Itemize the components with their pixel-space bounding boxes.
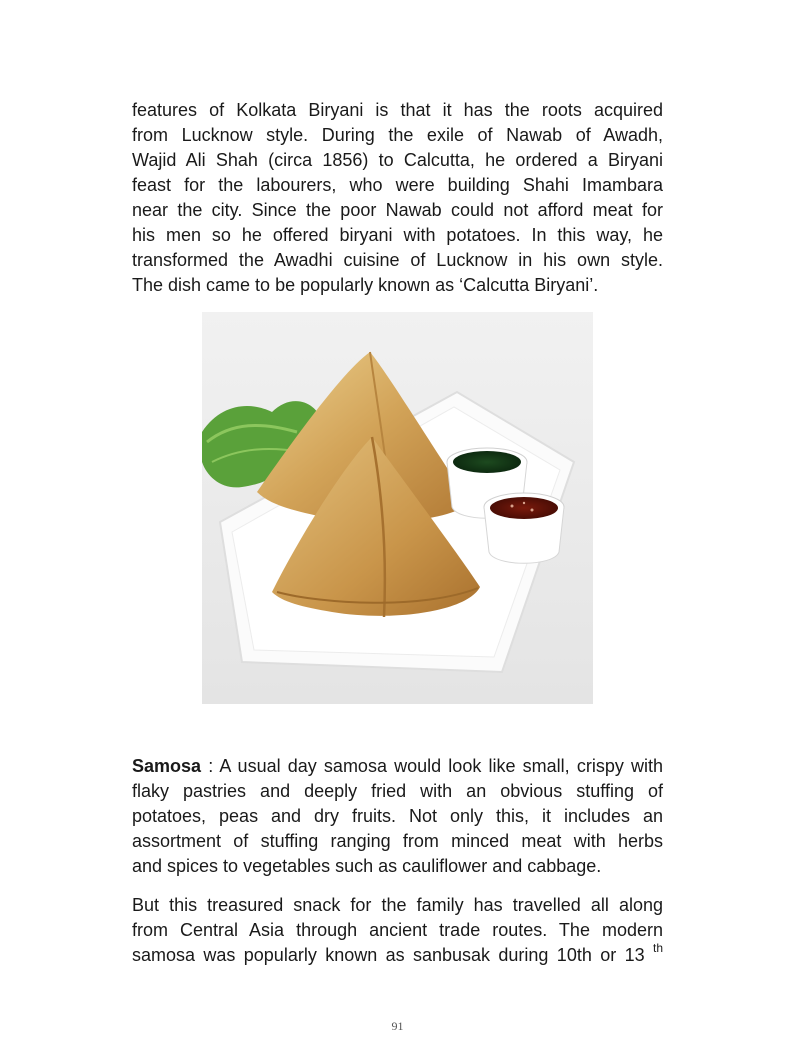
text-line: assortment of stuffing ranging from minced meat with herbs [132, 831, 663, 851]
text-fragment: samosa was popularly known as sanbusak during 10th or 13 [132, 945, 653, 965]
samosa-photo [202, 312, 593, 704]
text-line: The dish came to be popularly known as ‘Calcutta Biryani’. [132, 275, 599, 295]
text-line: and spices to vegetables such as cauliflower and cabbage. [132, 856, 602, 876]
text-line: from Central Asia through ancient trade routes. The modern [132, 920, 663, 940]
text-line: flaky pastries and deeply fried with an obvious stuffing of [132, 781, 663, 801]
superscript: th [652, 941, 663, 955]
text-line [132, 943, 663, 968]
text-line: features of Kolkata Biryani is that it has the roots acquired [132, 100, 663, 120]
term-samosa: Samosa [132, 756, 202, 776]
paragraph-samosa [132, 754, 663, 879]
paragraph-kolkata-biryani [132, 98, 663, 298]
text-line: potatoes, peas and dry fruits. Not only this, it includes an [132, 806, 663, 826]
text-line [132, 754, 663, 779]
text-line: feast for the labourers, who were building Shahi Imambara [132, 175, 663, 195]
text-line: his men so he offered biryani with potatoes. In this way, he [132, 225, 663, 245]
text-fragment: : A usual day samosa would look like small, crispy with [201, 756, 663, 776]
text-line: But this treasured snack for the family has travelled all along [132, 895, 663, 915]
text-line: near the city. Since the poor Nawab could not afford meat for [132, 200, 663, 220]
text-line: transformed the Awadhi cuisine of Lucknow in his own style. [132, 250, 663, 270]
page-number: 91 [391, 1019, 404, 1033]
text-line: Wajid Ali Shah (circa 1856) to Calcutta, he ordered a Biryani [132, 150, 663, 170]
paragraph-samosa-history [132, 893, 663, 968]
text-line: from Lucknow style. During the exile of Nawab of Awadh, [132, 125, 663, 145]
